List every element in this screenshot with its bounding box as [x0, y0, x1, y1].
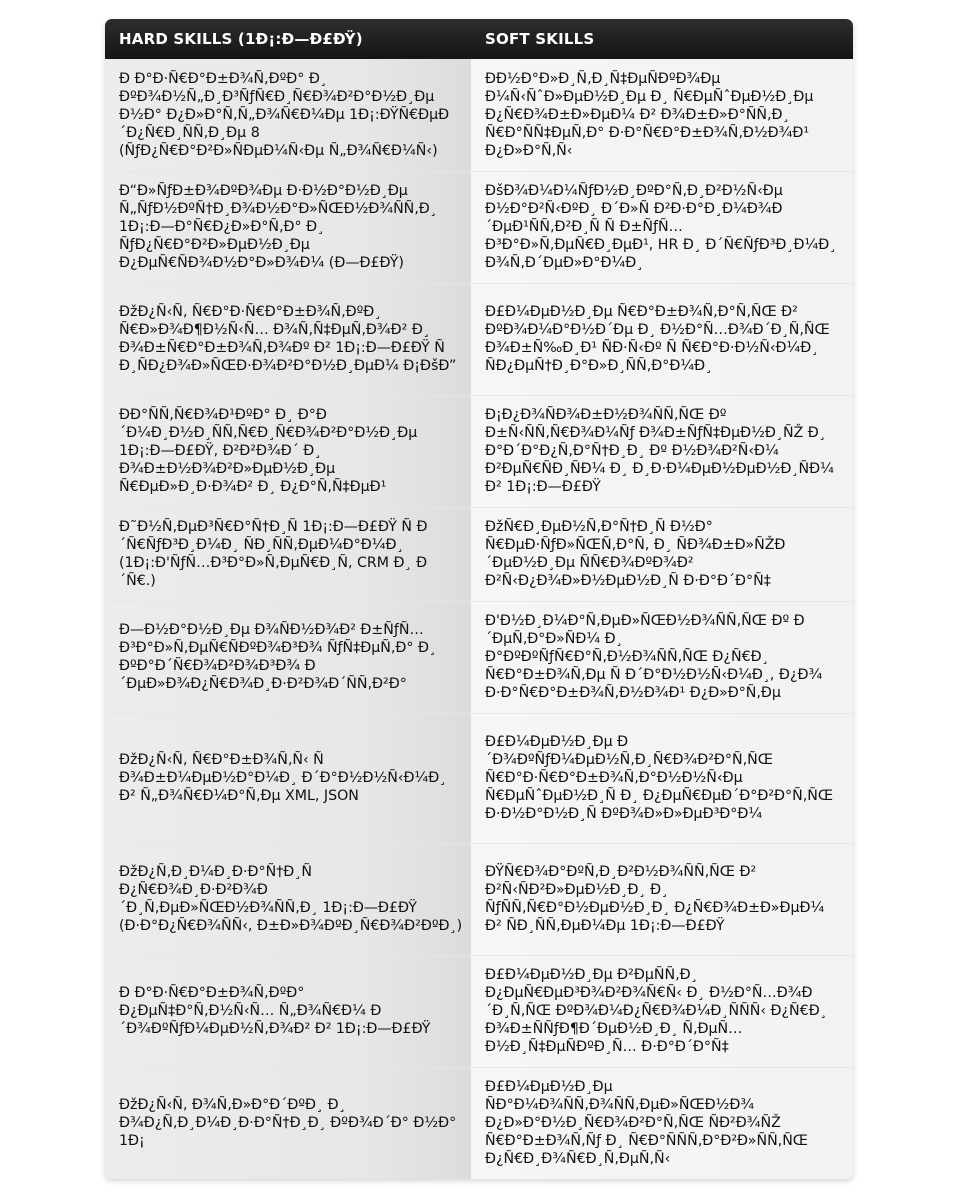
soft-skill-cell: Ð£Ð¼ÐµÐ½Ð¸Ðµ Ð²ÐµÑÑ‚Ð¸ Ð¿ÐµÑ€ÐµÐ³Ð¾Ð²Ð¾Ñ€Ñ‹ Ð¸ Ð½Ð°Ñ…Ð¾Ð´Ð¸Ñ‚ÑŒ ÐºÐ¾Ð¼Ð¿Ñ€Ð¾Ð¼Ð¸ÑÑÑ‹ Ð¿Ñ€Ð¸ Ð¾Ð±ÑÑƒÐ¶Ð´ÐµÐ½Ð¸Ð¸ Ñ‚ÐµÑ…Ð½Ð¸Ñ‡ÐµÑÐºÐ¸Ñ… Ð·Ð°Ð´Ð°Ñ‡: [471, 955, 853, 1067]
table-row: [105, 59, 853, 171]
table-header: [105, 19, 853, 59]
soft-skill-cell: ÐšÐ¾Ð¼Ð¼ÑƒÐ½Ð¸ÐºÐ°Ñ‚Ð¸Ð²Ð½Ñ‹Ðµ Ð½Ð°Ð²Ñ‹ÐºÐ¸ Ð´Ð»Ñ Ð²Ð·Ð°Ð¸Ð¼Ð¾Ð´ÐµÐ¹ÑÑ‚Ð²Ð¸Ñ Ñ Ð±ÑƒÑ…Ð³Ð°Ð»Ñ‚ÐµÑ€Ð¸ÐµÐ¹, HR Ð¸ Ð´Ñ€ÑƒÐ³Ð¸Ð¼Ð¸ Ð¾Ñ‚Ð´ÐµÐ»Ð°Ð¼Ð¸: [471, 171, 853, 283]
hard-skill-cell: ÐžÐ¿Ñ‹Ñ‚ Ñ€Ð°Ð·Ñ€Ð°Ð±Ð¾Ñ‚ÐºÐ¸ Ñ€Ð»Ð¾Ð¶Ð½Ñ‹Ñ… Ð¾Ñ‚Ñ‡ÐµÑ‚Ð¾Ð² Ð¸ Ð¾Ð±Ñ€Ð°Ð±Ð¾Ñ‚Ð¾Ðº Ð² 1Ð¡:Ð—Ð£ÐŸ Ñ Ð¸ÑÐ¿Ð¾Ð»ÑŒÐ·Ð¾Ð²Ð°Ð½Ð¸ÐµÐ¼ Ð¡ÐšÐ”: [105, 283, 471, 395]
soft-skill-cell: Ð£Ð¼ÐµÐ½Ð¸Ðµ Ð´Ð¾ÐºÑƒÐ¼ÐµÐ½Ñ‚Ð¸Ñ€Ð¾Ð²Ð°Ñ‚ÑŒ Ñ€Ð°Ð·Ñ€Ð°Ð±Ð¾Ñ‚Ð°Ð½Ð½Ñ‹Ðµ Ñ€ÐµÑˆÐµÐ½Ð¸Ñ Ð¸ Ð¿ÐµÑ€ÐµÐ´Ð°Ð²Ð°Ñ‚ÑŒ Ð·Ð½Ð°Ð½Ð¸Ñ ÐºÐ¾Ð»Ð»ÐµÐ³Ð°Ð¼: [471, 713, 853, 843]
skills-table: [105, 19, 853, 1179]
header-soft-skills: SOFT SKILLS: [471, 19, 853, 59]
hard-skill-cell: Ð˜Ð½Ñ‚ÐµÐ³Ñ€Ð°Ñ†Ð¸Ñ 1Ð¡:Ð—Ð£ÐŸ Ñ Ð´Ñ€ÑƒÐ³Ð¸Ð¼Ð¸ ÑÐ¸ÑÑ‚ÐµÐ¼Ð°Ð¼Ð¸ (1Ð¡:Ð'ÑƒÑ…Ð³Ð°Ð»Ñ‚ÐµÑ€Ð¸Ñ, CRM Ð¸ Ð´Ñ€.): [105, 507, 471, 601]
skills-table-card: [105, 19, 853, 1179]
hard-skill-cell: ÐžÐ¿Ñ‚Ð¸Ð¼Ð¸Ð·Ð°Ñ†Ð¸Ñ Ð¿Ñ€Ð¾Ð¸Ð·Ð²Ð¾Ð´Ð¸Ñ‚ÐµÐ»ÑŒÐ½Ð¾ÑÑ‚Ð¸ 1Ð¡:Ð—Ð£ÐŸ (Ð·Ð°Ð¿Ñ€Ð¾ÑÑ‹, Ð±Ð»Ð¾ÐºÐ¸Ñ€Ð¾Ð²ÐºÐ¸): [105, 843, 471, 955]
table-row: [105, 507, 853, 601]
soft-skill-cell: Ð¡Ð¿Ð¾ÑÐ¾Ð±Ð½Ð¾ÑÑ‚ÑŒ Ðº Ð±Ñ‹ÑÑ‚Ñ€Ð¾Ð¼Ñƒ Ð¾Ð±ÑƒÑ‡ÐµÐ½Ð¸ÑŽ Ð¸ Ð°Ð´Ð°Ð¿Ñ‚Ð°Ñ†Ð¸Ð¸ Ðº Ð½Ð¾Ð²Ñ‹Ð¼ Ð²ÐµÑ€ÑÐ¸ÑÐ¼ Ð¸ Ð¸Ð·Ð¼ÐµÐ½ÐµÐ½Ð¸ÑÐ¼ Ð² 1Ð¡:Ð—Ð£ÐŸ: [471, 395, 853, 507]
hard-skill-cell: ÐžÐ¿Ñ‹Ñ‚ Ñ€Ð°Ð±Ð¾Ñ‚Ñ‹ Ñ Ð¾Ð±Ð¼ÐµÐ½Ð°Ð¼Ð¸ Ð´Ð°Ð½Ð½Ñ‹Ð¼Ð¸ Ð² Ñ„Ð¾Ñ€Ð¼Ð°Ñ‚Ðµ XML, JSON: [105, 713, 471, 843]
hard-skill-cell: ÐÐ°ÑÑ‚Ñ€Ð¾Ð¹ÐºÐ° Ð¸ Ð°Ð´Ð¼Ð¸Ð½Ð¸ÑÑ‚Ñ€Ð¸Ñ€Ð¾Ð²Ð°Ð½Ð¸Ðµ 1Ð¡:Ð—Ð£ÐŸ, Ð²Ð²Ð¾Ð´ Ð¸ Ð¾Ð±Ð½Ð¾Ð²Ð»ÐµÐ½Ð¸Ðµ Ñ€ÐµÐ»Ð¸Ð·Ð¾Ð² Ð¸ Ð¿Ð°Ñ‚Ñ‡ÐµÐ¹: [105, 395, 471, 507]
soft-skill-cell: Ð£Ð¼ÐµÐ½Ð¸Ðµ ÑÐ°Ð¼Ð¾ÑÑ‚Ð¾ÑÑ‚ÐµÐ»ÑŒÐ½Ð¾ Ð¿Ð»Ð°Ð½Ð¸Ñ€Ð¾Ð²Ð°Ñ‚ÑŒ ÑÐ²Ð¾ÑŽ Ñ€Ð°Ð±Ð¾Ñ‚Ñƒ Ð¸ Ñ€Ð°ÑÑÑ‚Ð°Ð²Ð»ÑÑ‚ÑŒ Ð¿Ñ€Ð¸Ð¾Ñ€Ð¸Ñ‚ÐµÑ‚Ñ‹: [471, 1067, 853, 1179]
header-hard-skills: HARD SKILLS (1Ð¡:Ð—Ð£ÐŸ): [105, 19, 471, 59]
soft-skill-cell: Ð'Ð½Ð¸Ð¼Ð°Ñ‚ÐµÐ»ÑŒÐ½Ð¾ÑÑ‚ÑŒ Ðº Ð´ÐµÑ‚Ð°Ð»ÑÐ¼ Ð¸ Ð°ÐºÐºÑƒÑ€Ð°Ñ‚Ð½Ð¾ÑÑ‚ÑŒ Ð¿Ñ€Ð¸ Ñ€Ð°Ð±Ð¾Ñ‚Ðµ Ñ Ð´Ð°Ð½Ð½Ñ‹Ð¼Ð¸, Ð¿Ð¾ Ð·Ð°Ñ€Ð°Ð±Ð¾Ñ‚Ð½Ð¾Ð¹ Ð¿Ð»Ð°Ñ‚Ðµ: [471, 601, 853, 713]
table-row: [105, 1067, 853, 1179]
hard-skill-cell: ÐžÐ¿Ñ‹Ñ‚ Ð¾Ñ‚Ð»Ð°Ð´ÐºÐ¸ Ð¸ Ð¾Ð¿Ñ‚Ð¸Ð¼Ð¸Ð·Ð°Ñ†Ð¸Ð¸ ÐºÐ¾Ð´Ð° Ð½Ð° 1Ð¡: [105, 1067, 471, 1179]
hard-skill-cell: Ð—Ð½Ð°Ð½Ð¸Ðµ Ð¾ÑÐ½Ð¾Ð² Ð±ÑƒÑ…Ð³Ð°Ð»Ñ‚ÐµÑ€ÑÐºÐ¾Ð³Ð¾ ÑƒÑ‡ÐµÑ‚Ð° Ð¸ ÐºÐ°Ð´Ñ€Ð¾Ð²Ð¾Ð³Ð¾ Ð´ÐµÐ»Ð¾Ð¿Ñ€Ð¾Ð¸Ð·Ð²Ð¾Ð´ÑÑ‚Ð²Ð°: [105, 601, 471, 713]
soft-skill-cell: Ð£Ð¼ÐµÐ½Ð¸Ðµ Ñ€Ð°Ð±Ð¾Ñ‚Ð°Ñ‚ÑŒ Ð² ÐºÐ¾Ð¼Ð°Ð½Ð´Ðµ Ð¸ Ð½Ð°Ñ…Ð¾Ð´Ð¸Ñ‚ÑŒ Ð¾Ð±Ñ‰Ð¸Ð¹ ÑÐ·Ñ‹Ðº Ñ Ñ€Ð°Ð·Ð½Ñ‹Ð¼Ð¸ ÑÐ¿ÐµÑ†Ð¸Ð°Ð»Ð¸ÑÑ‚Ð°Ð¼Ð¸: [471, 283, 853, 395]
table-row: [105, 713, 853, 843]
table-row: [105, 395, 853, 507]
hard-skill-cell: Ð Ð°Ð·Ñ€Ð°Ð±Ð¾Ñ‚ÐºÐ° Ð¿ÐµÑ‡Ð°Ñ‚Ð½Ñ‹Ñ… Ñ„Ð¾Ñ€Ð¼ Ð´Ð¾ÐºÑƒÐ¼ÐµÐ½Ñ‚Ð¾Ð² Ð² 1Ð¡:Ð—Ð£ÐŸ: [105, 955, 471, 1067]
table-row: [105, 283, 853, 395]
header-row: [105, 19, 853, 59]
soft-skill-cell: ÐžÑ€Ð¸ÐµÐ½Ñ‚Ð°Ñ†Ð¸Ñ Ð½Ð° Ñ€ÐµÐ·ÑƒÐ»ÑŒÑ‚Ð°Ñ‚ Ð¸ ÑÐ¾Ð±Ð»ÑŽÐ´ÐµÐ½Ð¸Ðµ ÑÑ€Ð¾ÐºÐ¾Ð² Ð²Ñ‹Ð¿Ð¾Ð»Ð½ÐµÐ½Ð¸Ñ Ð·Ð°Ð´Ð°Ñ‡: [471, 507, 853, 601]
table-row: [105, 171, 853, 283]
table-body: [105, 59, 853, 1179]
hard-skill-cell: Ð Ð°Ð·Ñ€Ð°Ð±Ð¾Ñ‚ÐºÐ° Ð¸ ÐºÐ¾Ð½Ñ„Ð¸Ð³ÑƒÑ€Ð¸Ñ€Ð¾Ð²Ð°Ð½Ð¸Ðµ Ð½Ð° Ð¿Ð»Ð°Ñ‚Ñ„Ð¾Ñ€Ð¼Ðµ 1Ð¡:ÐŸÑ€ÐµÐ´Ð¿Ñ€Ð¸ÑÑ‚Ð¸Ðµ 8 (ÑƒÐ¿Ñ€Ð°Ð²Ð»ÑÐµÐ¼Ñ‹Ðµ Ñ„Ð¾Ñ€Ð¼Ñ‹): [105, 59, 471, 171]
soft-skill-cell: ÐŸÑ€Ð¾Ð°ÐºÑ‚Ð¸Ð²Ð½Ð¾ÑÑ‚ÑŒ Ð² Ð²Ñ‹ÑÐ²Ð»ÐµÐ½Ð¸Ð¸ Ð¸ ÑƒÑÑ‚Ñ€Ð°Ð½ÐµÐ½Ð¸Ð¸ Ð¿Ñ€Ð¾Ð±Ð»ÐµÐ¼ Ð² ÑÐ¸ÑÑ‚ÐµÐ¼Ðµ 1Ð¡:Ð—Ð£ÐŸ: [471, 843, 853, 955]
table-row: [105, 601, 853, 713]
table-row: [105, 955, 853, 1067]
hard-skill-cell: Ð“Ð»ÑƒÐ±Ð¾ÐºÐ¾Ðµ Ð·Ð½Ð°Ð½Ð¸Ðµ Ñ„ÑƒÐ½ÐºÑ†Ð¸Ð¾Ð½Ð°Ð»ÑŒÐ½Ð¾ÑÑ‚Ð¸ 1Ð¡:Ð—Ð°Ñ€Ð¿Ð»Ð°Ñ‚Ð° Ð¸ ÑƒÐ¿Ñ€Ð°Ð²Ð»ÐµÐ½Ð¸Ðµ Ð¿ÐµÑ€ÑÐ¾Ð½Ð°Ð»Ð¾Ð¼ (Ð—Ð£ÐŸ): [105, 171, 471, 283]
table-row: [105, 843, 853, 955]
soft-skill-cell: ÐÐ½Ð°Ð»Ð¸Ñ‚Ð¸Ñ‡ÐµÑÐºÐ¾Ðµ Ð¼Ñ‹ÑˆÐ»ÐµÐ½Ð¸Ðµ Ð¸ Ñ€ÐµÑˆÐµÐ½Ð¸Ðµ Ð¿Ñ€Ð¾Ð±Ð»ÐµÐ¼ Ð² Ð¾Ð±Ð»Ð°ÑÑ‚Ð¸ Ñ€Ð°ÑÑ‡ÐµÑ‚Ð° Ð·Ð°Ñ€Ð°Ð±Ð¾Ñ‚Ð½Ð¾Ð¹ Ð¿Ð»Ð°Ñ‚Ñ‹: [471, 59, 853, 171]
